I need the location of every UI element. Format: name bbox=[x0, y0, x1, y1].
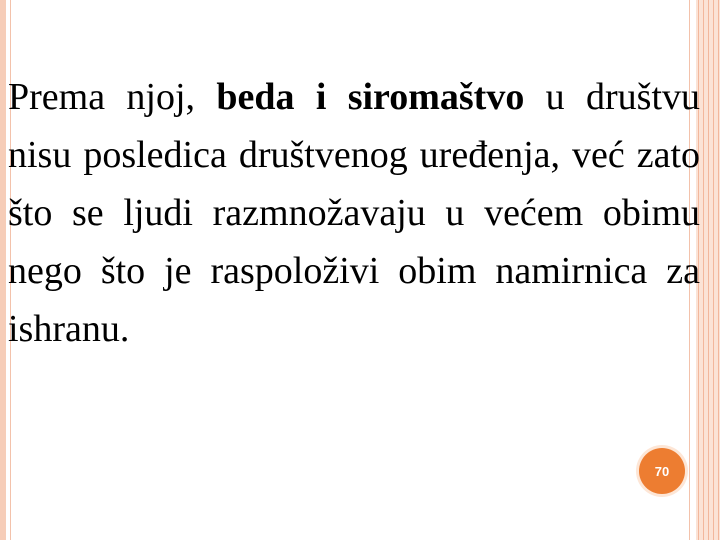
slide-body-text bbox=[8, 68, 700, 358]
page-number: 70 bbox=[654, 463, 670, 479]
page-number-badge bbox=[639, 448, 685, 494]
body-text-part2: u društvu nisu posledica društvenog uređenja, već zato što se ljudi razmnožavaju u većem obimu nego što je raspoloživi obim namirnica za ishranu. bbox=[8, 76, 700, 350]
body-text-bold: beda i siromaštvo bbox=[216, 76, 525, 118]
left-frame-border bbox=[0, 0, 6, 540]
body-text-part1: Prema njoj, bbox=[8, 76, 217, 118]
